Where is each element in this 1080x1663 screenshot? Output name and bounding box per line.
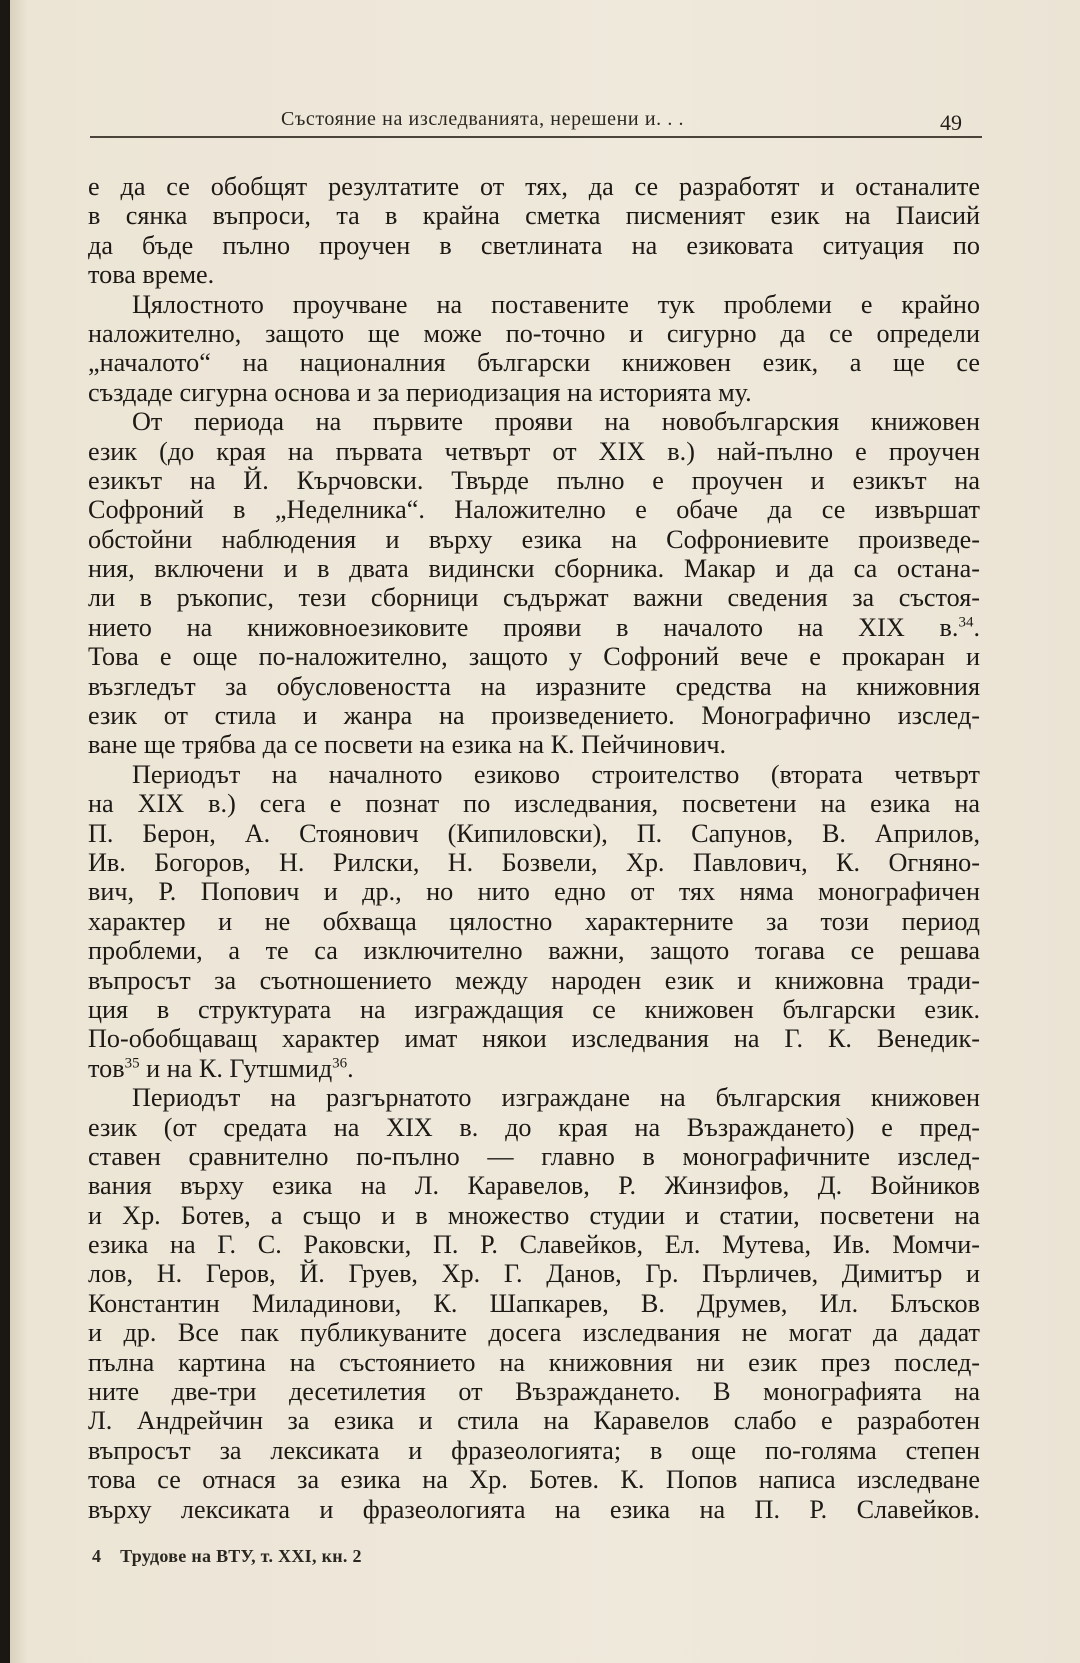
text-line: [88, 760, 980, 789]
text-segment: въпросът за съотношението между народен език и книжовна тради-: [88, 965, 980, 995]
text-line: [88, 201, 980, 230]
text-line: [88, 642, 980, 671]
text-segment: обстойни наблюдения и върху езика на Софрониевите произведе-: [88, 524, 980, 554]
text-line: [88, 1406, 980, 1435]
text-line: [88, 819, 980, 848]
text-line: [88, 1348, 980, 1377]
text-segment: проблеми, а те са изключително важни, защото тогава се решава: [88, 936, 980, 966]
text-segment: и на К. Гутшмид: [139, 1053, 333, 1083]
text-segment: Константин Миладинови, К. Шапкарев, В. Друмев, Ил. Блъсков: [88, 1288, 980, 1318]
text-segment: и Хр. Ботев, а също и в множество студии и статии, посветени на: [88, 1200, 980, 1230]
text-line: [88, 1259, 980, 1288]
text-line: [88, 848, 980, 877]
text-line: [88, 260, 980, 289]
running-title: Състояние на изследванията, нерешени и. . .: [281, 108, 685, 130]
text-line: [88, 789, 980, 818]
text-segment: От периода на първите прояви на новобългарския книжовен: [132, 407, 980, 437]
text-segment: език от стила и жанра на произведението. Монографично изслед-: [88, 701, 980, 731]
text-line: [88, 525, 980, 554]
text-line: [88, 1142, 980, 1171]
text-line: [88, 319, 980, 348]
text-segment: тов: [88, 1053, 125, 1083]
text-line: [88, 407, 980, 436]
text-segment: Цялостното проучване на поставените тук проблеми е крайно: [132, 289, 980, 319]
text-line: [88, 1495, 980, 1524]
text-segment: пълна картина на състоянието на книжовния ни език през послед-: [88, 1347, 980, 1377]
text-line: [88, 172, 980, 201]
footnote-ref: 35: [124, 1054, 140, 1071]
text-line: [88, 1318, 980, 1347]
text-segment: лов, Н. Геров, Й. Груев, Хр. Г. Данов, Гр. Пърличев, Димитър и: [88, 1259, 980, 1289]
page-number: 49: [940, 110, 962, 135]
running-header: [86, 104, 986, 140]
text-segment: в сянка въпроси, та в крайна сметка писменият език на Паисий: [88, 201, 980, 231]
text-segment: По-обобщаващ характер имат някои изследвания на Г. К. Венедик-: [88, 1024, 980, 1054]
text-segment: езика на Г. С. Раковски, П. Р. Славейков, Ел. Мутева, Ив. Момчи-: [88, 1230, 980, 1260]
text-segment: характер и не обхваща цялостно характерните за този период: [88, 906, 980, 936]
text-segment: възгледът за обусловеността на изразните средства на книжовния: [88, 671, 980, 701]
signature-number: 4: [92, 1546, 102, 1566]
text-line: [88, 378, 980, 407]
text-line: [88, 1113, 980, 1142]
text-line: [88, 583, 980, 612]
text-line: [88, 554, 980, 583]
text-line: [88, 730, 980, 759]
text-line: [88, 466, 980, 495]
text-line: [88, 1171, 980, 1200]
text-line: [88, 495, 980, 524]
text-line: [88, 290, 980, 319]
text-segment: създаде сигурна основа и за периодизация на историята му.: [88, 377, 752, 407]
text-line: [88, 1201, 980, 1230]
text-line: [88, 877, 980, 906]
text-segment: наложително, защото ще може по-точно и сигурно да се определи: [88, 318, 980, 348]
text-segment: това се отнася за езика на Хр. Ботев. К. Попов написа изследване: [88, 1465, 980, 1495]
text-line: [88, 1024, 980, 1053]
text-segment: върху лексиката и фразеологията на езика на П. Р. Славейков.: [88, 1494, 980, 1524]
text-line: [88, 437, 980, 466]
text-segment: нието на книжовноезиковите прояви в началото на XIX в.: [88, 612, 959, 642]
signature-text: Трудове на ВТУ, т. XXI, кн. 2: [120, 1546, 362, 1566]
text-segment: ли в ръкопис, тези сборници съдържат важни сведения за състоя-: [88, 583, 980, 613]
text-segment: ване ще трябва да се посвети на езика на К. Пейчинович.: [88, 730, 727, 760]
text-segment: Това е още по-наложително, защото у Софроний вече е прокаран и: [88, 642, 980, 672]
text-line: [88, 1054, 980, 1083]
text-line: [88, 1289, 980, 1318]
text-line: [88, 966, 980, 995]
text-segment: вич, Р. Попович и др., но нито едно от тях няма монографичен: [88, 877, 980, 907]
text-line: [88, 672, 980, 701]
text-segment: ция в структурата на изграждащия се книжовен български език.: [88, 994, 980, 1024]
header-rule: [90, 136, 982, 138]
text-line: [88, 907, 980, 936]
text-segment: Периодът на разгърнатото изграждане на българския книжовен: [132, 1083, 980, 1113]
text-segment: езикът на Й. Кърчовски. Твърде пълно е проучен и езикът на: [88, 465, 980, 495]
text-segment: вания върху езика на Л. Каравелов, Р. Жинзифов, Д. Войников: [88, 1171, 980, 1201]
text-segment: език (до края на първата четвърт от XIX в.) най-пълно е проучен: [88, 436, 980, 466]
text-segment: е да се обобщят резултатите от тях, да се разработят и останалите: [88, 172, 980, 201]
text-segment: ставен сравнително по-пълно — главно в монографичните изслед-: [88, 1141, 980, 1171]
text-segment: това време.: [88, 260, 215, 290]
text-segment: и др. Все пак публикуваните досега изследвания не могат да дадат: [88, 1318, 980, 1348]
text-segment: език (от средата на XIX в. до края на Възраждането) е пред-: [88, 1112, 980, 1142]
text-segment: ните две-три десетилетия от Възраждането. В монографията на: [88, 1377, 980, 1407]
text-segment: .: [347, 1053, 354, 1083]
signature-footer: [92, 1546, 362, 1567]
text-line: [88, 613, 980, 642]
text-segment: П. Берон, А. Стоянович (Кипиловски), П. Сапунов, В. Априлов,: [88, 818, 980, 848]
text-line: [88, 1377, 980, 1406]
book-page: [10, 0, 1080, 1663]
footnote-ref: 34: [958, 614, 974, 631]
text-line: [88, 1230, 980, 1259]
text-line: [88, 1083, 980, 1112]
text-line: [88, 1436, 980, 1465]
text-segment: Периодът на началното езиково строителство (втората четвърт: [132, 759, 980, 789]
text-segment: „началото“ на националния български книжовен език, а ще се: [88, 348, 980, 378]
text-line: [88, 995, 980, 1024]
text-line: [88, 701, 980, 730]
text-line: [88, 231, 980, 260]
footnote-ref: 36: [332, 1054, 348, 1071]
body-text: [88, 172, 980, 1524]
text-segment: да бъде пълно проучен в светлината на езиковата ситуация по: [88, 230, 980, 260]
text-line: [88, 936, 980, 965]
text-segment: Л. Андрейчин за езика и стила на Каравелов слабо е разработен: [88, 1406, 980, 1436]
text-segment: .: [973, 612, 980, 642]
text-line: [88, 348, 980, 377]
text-segment: Софроний в „Неделника“. Наложително е обаче да се извършат: [88, 495, 980, 525]
text-line: [88, 1465, 980, 1494]
text-segment: на XIX в.) сега е познат по изследвания, посветени на езика на: [88, 789, 980, 819]
text-segment: ния, включени и в двата видински сборника. Макар и да са остана-: [88, 554, 980, 584]
text-segment: Ив. Богоров, Н. Рилски, Н. Бозвели, Хр. Павлович, К. Огняно-: [88, 847, 980, 877]
text-segment: въпросът за лексиката и фразеологията; в още по-голяма степен: [88, 1435, 980, 1465]
